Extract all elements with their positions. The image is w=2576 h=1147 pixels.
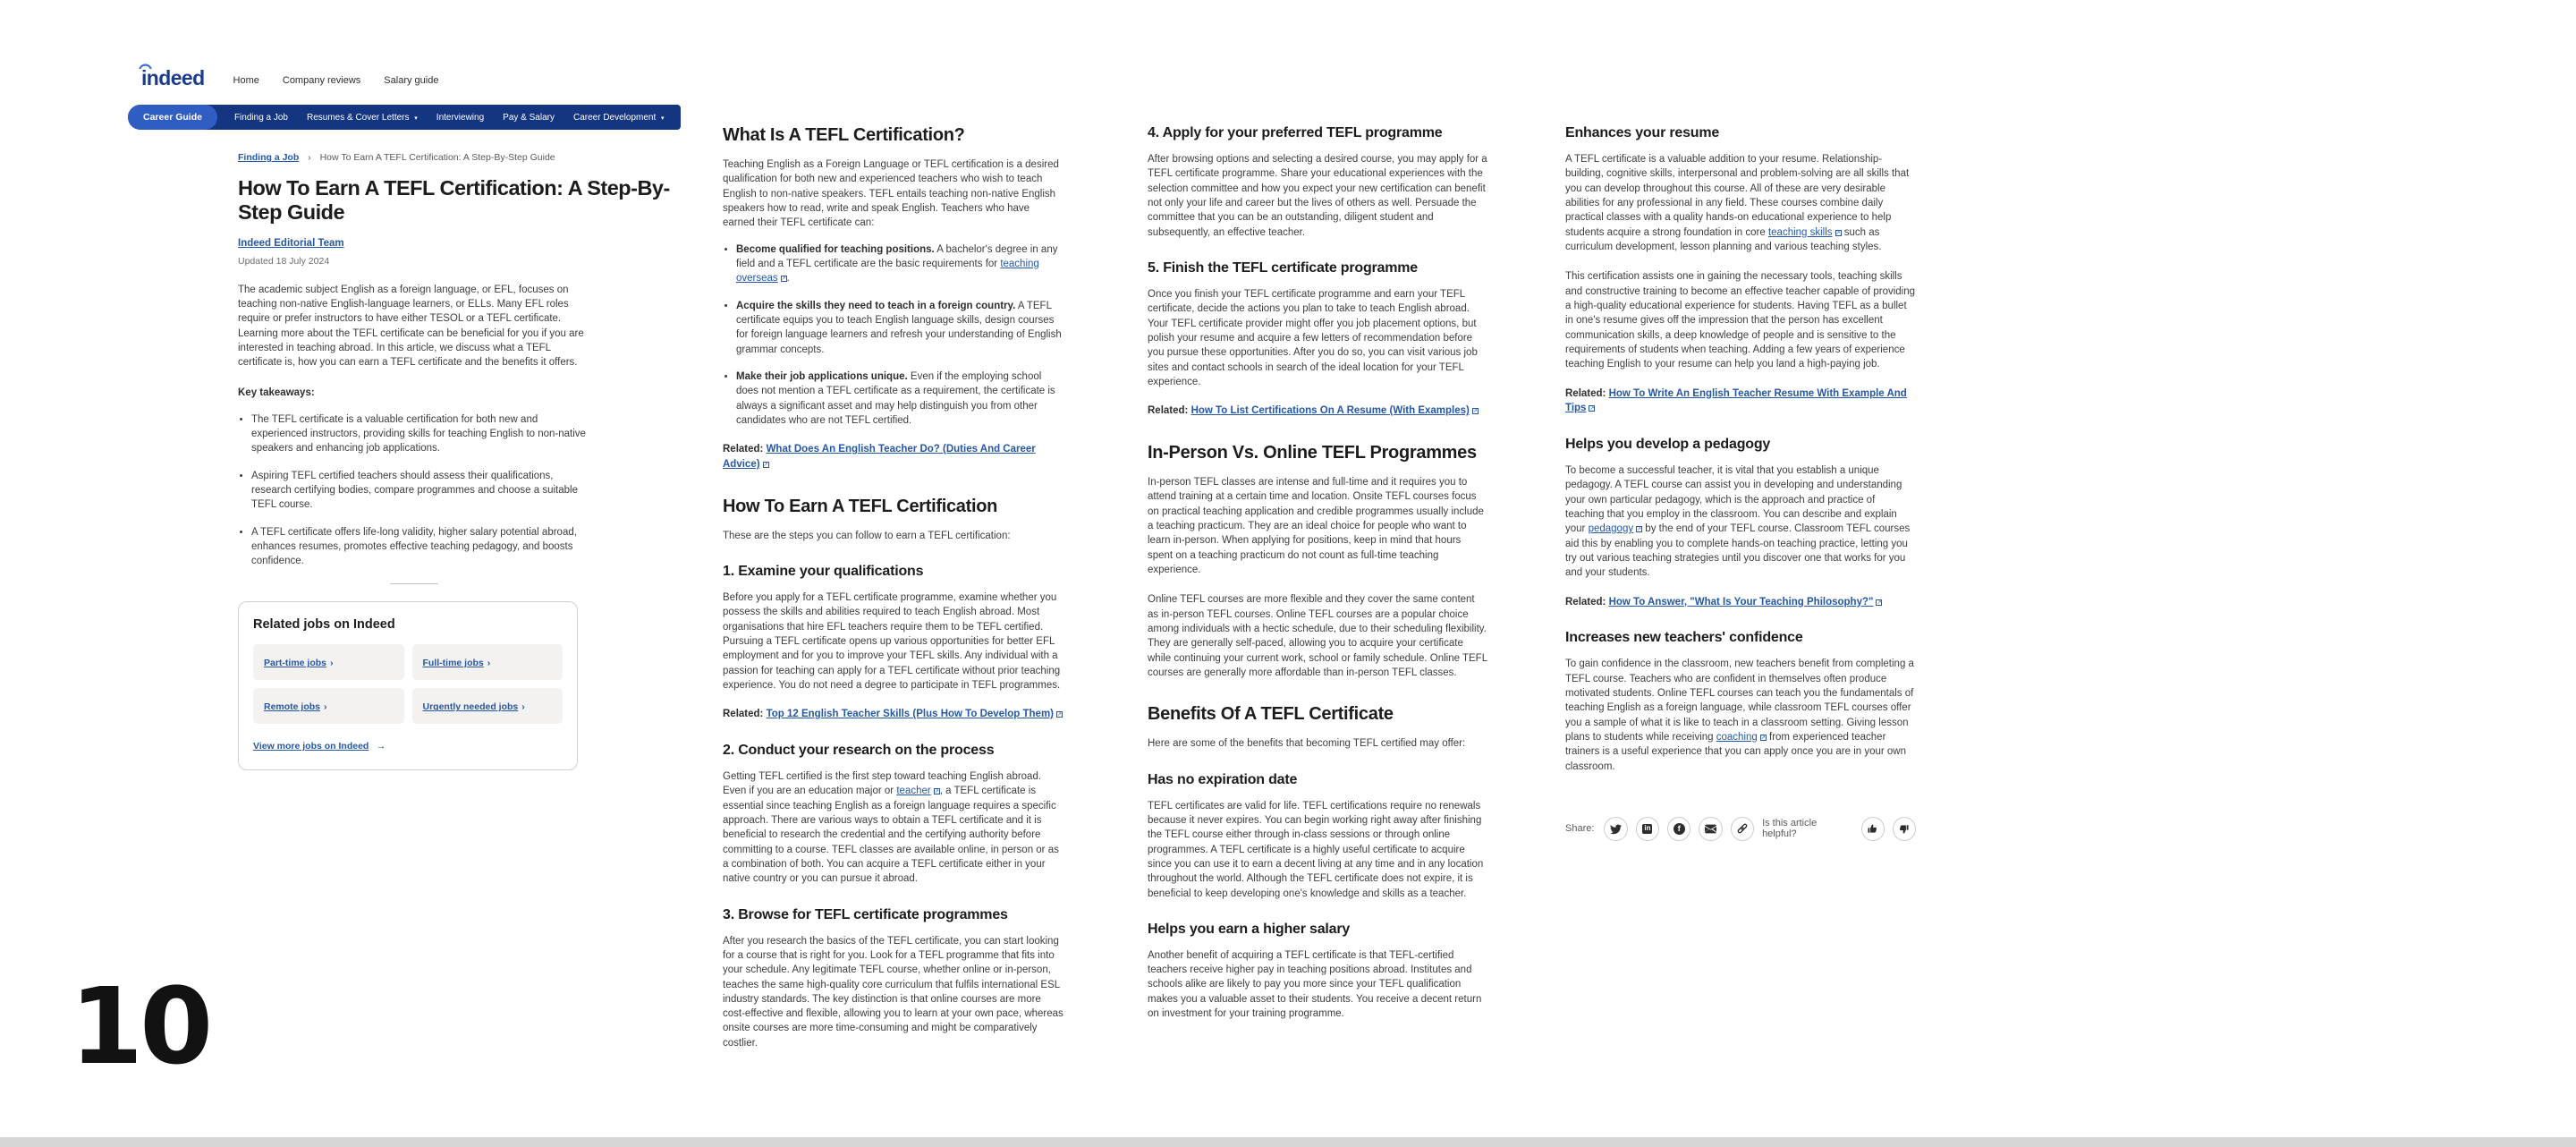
external-link-icon: ↗	[1057, 712, 1063, 718]
step-paragraph: Once you finish your TEFL certificate programme and earn your TEFL certificate, decide the actions you plan to take to teach English abroad. Your TEFL certificate provider might offer you job placement options, but polish your resume and acquire a few letters of recommendation before you pursue these opportunities. After you do so, you can visit various job sites and contact schools in search of the ideal location for your TEFL experience.	[1148, 288, 1478, 387]
related-jobs-title: Related jobs on Indeed	[253, 617, 395, 633]
benefit-heading: Increases new teachers' confidence	[1565, 630, 1803, 646]
related-article-link[interactable]: Top 12 English Teacher Skills (Plus How To Develop Them)	[766, 709, 1054, 720]
step-heading: 3. Browse for TEFL certificate programmes	[723, 906, 1008, 922]
thumbs-down-button[interactable]	[1893, 817, 1916, 841]
breadcrumb-current: How To Earn A TEFL Certification: A Step-By-Step Guide	[319, 152, 555, 163]
step-heading: 5. Finish the TEFL certificate programme	[1148, 259, 1419, 276]
external-link-icon: ↗	[1589, 406, 1595, 412]
column-2	[723, 125, 1064, 1062]
benefit-paragraph: A TEFL certificate is a valuable addition to your resume. Relationship-building, cognitive skills, interpersonal and problem-solving are all skills that you can develop throughout this course. All of these are very desirable abilities for any professional in any field. These courses combine daily practical classes with a quality hands-on educational experience to help students acquire a strong foundation in core teaching skills ↗ such as curriculum development, lesson planning and various teaching styles.	[1565, 154, 1910, 252]
list-item: • Become qualified for teaching positions. A bachelor's degree in any field and a TEFL certificate are the basic requirements for teaching overseas ↗.	[736, 242, 1064, 286]
key-takeaways-list	[238, 412, 590, 569]
email-icon	[1705, 823, 1716, 835]
linkedin-icon: in	[1644, 824, 1651, 833]
logo-text: indeed	[141, 66, 205, 89]
tab-career-development[interactable]: Career Development ▾	[572, 112, 665, 123]
pedagogy-link[interactable]: pedagogy	[1588, 523, 1634, 535]
arrow-right-icon: →	[376, 741, 386, 752]
section-divider	[390, 583, 438, 584]
step-heading: 2. Conduct your research on the process	[723, 742, 995, 758]
tab-finding-a-job[interactable]: Finding a Job	[233, 112, 288, 123]
external-link-icon: ↗	[1472, 409, 1478, 415]
tab-resumes-cover-letters[interactable]: Resumes & Cover Letters ▾	[307, 112, 418, 123]
twitter-icon	[1610, 823, 1622, 835]
bottom-bar	[0, 1137, 2576, 1147]
section-paragraph: Here are some of the benefits that becoming TEFL certified may offer:	[1148, 738, 1466, 750]
external-link-icon: ↗	[1877, 599, 1882, 606]
page-number: 10	[70, 964, 210, 1088]
indeed-logo[interactable]	[141, 68, 205, 89]
career-bar-links	[234, 113, 665, 123]
section-heading: How To Earn A TEFL Certification	[723, 496, 998, 516]
updated-date: Updated 18 July 2024	[238, 255, 330, 267]
related-line: Related: What Does An English Teacher Do? (Duties And Career Advice) ↗	[723, 444, 1036, 470]
helpful-label: Is this article helpful?	[1762, 818, 1818, 840]
section-paragraph: Teaching English as a Foreign Language or TEFL certification is a desired qualification for both new and experienced teachers who wish to teach English to non-native speakers. TEFL entails teaching non-native English speakers how to read, write and speak English. Teachers who have earned their TEFL certificate can:	[723, 159, 1059, 229]
top-header	[141, 68, 438, 89]
list-item: • Acquire the skills they need to teach in a foreign country. A TEFL certificate equips you to teach English language skills, design courses for foreign language learners and refresh your understanding of English grammar concepts.	[736, 299, 1064, 357]
share-row	[1565, 817, 1916, 841]
section-heading: Benefits Of A TEFL Certificate	[1148, 704, 1394, 725]
step-paragraph: After you research the basics of the TEFL certificate, you can start looking for a course that is right for you. Look for a TEFL programme that fits into your schedule. Any legitimate TEFL course, whether online or in-person, teaches the same high-quality core curriculum that fulfils international ESL industry standards. The key distinction is that online courses are more cost-effective and flexible, allowing you to learn at your own pace, whereas onsite courses are more time-consuming and might be comparatively costlier.	[723, 935, 1063, 1049]
chevron-down-icon: ▾	[414, 115, 418, 122]
breadcrumb	[238, 152, 555, 163]
external-link-icon: ↗	[934, 789, 939, 795]
key-takeaways-label: Key takeaways:	[238, 387, 315, 398]
facebook-icon: f	[1674, 823, 1685, 835]
benefit-heading: Has no expiration date	[1148, 771, 1298, 787]
section-heading: In-Person Vs. Online TEFL Programmes	[1148, 442, 1477, 463]
thumbs-up-icon	[1867, 823, 1878, 835]
chevron-down-icon: ▾	[661, 115, 665, 122]
tab-career-guide[interactable]: Career Guide	[128, 105, 217, 130]
share-label: Share:	[1565, 823, 1595, 835]
view-more-jobs	[253, 737, 563, 753]
job-link-part-time[interactable]: Part-time jobs ›	[253, 644, 404, 680]
related-line: Related: How To Write An English Teacher Resume With Example And Tips ↗	[1565, 387, 1907, 414]
teacher-link[interactable]: teacher	[896, 786, 931, 797]
list-item: • A TEFL certificate offers life-long validity, higher salary potential abroad, enhances resumes, promotes effective teaching pedagogy, and boosts confidence.	[251, 525, 590, 569]
related-line: Related: How To Answer, "What Is Your Teaching Philosophy?" ↗	[1565, 596, 1882, 607]
logo-arc-icon	[139, 62, 152, 69]
chevron-right-icon: ›	[521, 701, 525, 713]
section-paragraph: These are the steps you can follow to earn a TEFL certification:	[723, 530, 1011, 541]
benefit-heading: Helps you earn a higher salary	[1148, 921, 1351, 937]
intro-paragraph: The academic subject English as a foreign language, or EFL, focuses on teaching non-native English-language learners, or ELLs. Many EFL roles require or prefer instructors to have either TESOL or a TEFL certificate. Learning more about the TEFL certificate can be beneficial for you if you are interested in teaching abroad. In this article, we discuss what a TEFL certificate is, how you can earn a TEFL certificate and the benefits it offers.	[238, 284, 584, 369]
external-link-icon: ↗	[1835, 230, 1841, 236]
column-intro	[238, 176, 670, 770]
section-heading: What Is A TEFL Certification?	[723, 125, 965, 145]
author-link[interactable]: Indeed Editorial Team	[238, 237, 344, 249]
column-3	[1148, 125, 1487, 1032]
column-4	[1565, 125, 1916, 841]
external-link-icon: ↗	[763, 462, 768, 468]
thumbs-down-icon	[1898, 823, 1910, 835]
share-email-button[interactable]	[1699, 817, 1722, 841]
list-item: • Make their job applications unique. Even if the employing school does not mention a TEFL certificate as a requirement, the certificate is always a significant asset and may help distinguish you from other candidates who are not TEFL certified.	[736, 370, 1064, 428]
breadcrumb-separator: ›	[308, 152, 311, 163]
benefit-paragraph: This certification assists one in gaining the necessary tools, teaching skills and constructive training to become an effective teacher capable of providing a high-quality educational experience for students. Having TEFL as a bullet in one's resume gives off the impression that the person has excellent communication skills, a deep knowledge of people and is sensitive to the requirements of students when teaching. Adding a few years of experience teaching English to your resume can help you land a high-paying job.	[1565, 271, 1916, 370]
career-guide-bar	[128, 105, 681, 130]
nav-company-reviews[interactable]: Company reviews	[282, 74, 361, 86]
benefit-paragraph: To gain confidence in the classroom, new teachers benefit from completing a TEFL course. Teachers who are confident in themselves often produce motivated students. Online TEFL courses can teach you the fundamentals of teaching English as a foreign language, while classroom TEFL courses offer you a sample of what it is like to teach in a classroom setting. Giving lesson plans to students while receiving coaching ↗ from experienced teacher trainers is a useful experience that you can apply once you are in your own classroom.	[1565, 658, 1914, 772]
tab-pay-salary[interactable]: Pay & Salary	[503, 112, 555, 123]
benefit-heading: Enhances your resume	[1565, 125, 1720, 140]
benefit-paragraph: TEFL certificates are valid for life. TEFL certifications require no renewals because it never expires. You can begin working right away after finishing the TEFL course either through in-class sessions or through online programmes. A TEFL certificate is a highly useful certificate to acquire since you can use it to earn a decent living at any time and in any location throughout the world. Although the TEFL certificate does not expire, it is beneficial to keep developing one's knowledge and skills as a teacher.	[1148, 800, 1484, 899]
teaching-overseas-link[interactable]: teaching overseas	[736, 258, 1039, 285]
related-article-link[interactable]: How To List Certifications On A Resume (With Examples)	[1191, 405, 1470, 417]
related-article-link[interactable]: How To Answer, "What Is Your Teaching Philosophy?"	[1608, 596, 1874, 607]
section-paragraph: Online TEFL courses are more flexible and they cover the same content as in-person TEFL courses. Online TEFL courses are a popular choice among individuals with a hectic schedule, due to their scheduling flexibility. They are generally self-paced, allowing you to acquire your certificate while continuing your current work, school or family schedule. Online TEFL courses are generally more affordable than in-person TEFL classes.	[1148, 594, 1487, 678]
job-link-remote[interactable]: Remote jobs ›	[253, 688, 404, 724]
thumbs-up-button[interactable]	[1861, 817, 1885, 841]
list-item: • Aspiring TEFL certified teachers should assess their qualifications, research certifying bodies, compare programmes and choose a suitable TEFL course.	[251, 469, 590, 513]
view-more-jobs-link[interactable]: View more jobs on Indeed	[253, 741, 369, 752]
share-twitter-button[interactable]	[1604, 817, 1627, 841]
related-line: Related: How To List Certifications On A Resume (With Examples) ↗	[1148, 405, 1478, 417]
external-link-icon: ↗	[1760, 735, 1766, 741]
benefit-paragraph: Another benefit of acquiring a TEFL certificate is that TEFL-certified teachers receive higher pay in teaching positions abroad. Institutes and schools alike are likely to pay you more since your TEFL qualification makes you a valuable asset to their students. You receive a decent return on investment for your training programme.	[1148, 949, 1482, 1020]
step-heading: 4. Apply for your preferred TEFL programme	[1148, 125, 1443, 140]
page-title: How To Earn A TEFL Certification: A Step-By-Step Guide	[238, 176, 670, 224]
job-link-full-time[interactable]: Full-time jobs ›	[412, 644, 564, 680]
chevron-right-icon: ›	[324, 701, 327, 713]
step-paragraph: Getting TEFL certified is the first step toward teaching English abroad. Even if you are an education major or teacher ↗, a TEFL certificate is essential since teaching English as a foreign language requires a specific approach. There are various ways to obtain a TEFL certificate and it is beneficial to research the credential and the certifying authority before committing to a course. TEFL classes are available online, in person or as a combination of both. You can acquire a TEFL certificate either in your native country or you can pursue it abroad.	[723, 770, 1059, 885]
benefit-paragraph: To become a successful teacher, it is vital that you establish a unique pedagogy. A TEFL course can assist you in developing and understanding your own particular pedagogy, which is the approach and practice of teaching that you employ in the classroom. You can describe and explain your pedagogy ↗ by the end of your TEFL course. Classroom TEFL courses aid this by enabling you to complete hands-on teaching practice, letting you try out various teaching strategies until you discover one that works for you and your students.	[1565, 464, 1911, 579]
coaching-link[interactable]: coaching	[1716, 731, 1758, 743]
top-nav-links	[233, 75, 439, 86]
list-item: • The TEFL certificate is a valuable certification for both new and experienced instructors, providing skills for teaching English to non-native speakers and enhancing job applications.	[251, 412, 590, 456]
related-article-link[interactable]: How To Write An English Teacher Resume With Example And Tips	[1565, 387, 1907, 414]
benefit-heading: Helps you develop a pedagogy	[1565, 436, 1771, 452]
share-facebook-button[interactable]	[1667, 817, 1690, 841]
section-paragraph: In-person TEFL classes are intense and full-time and it requires you to attend training at a certain time and location. Onsite TEFL courses focus on practical teaching application and credible programmes usually include a teaching practicum. They are an ideal choice for people who want to learn in-person. When applying for positions, keep in mind that hours spent on a teaching practicum do not count as full-time teaching experience.	[1148, 476, 1484, 575]
related-jobs-grid	[253, 644, 563, 724]
step-heading: 1. Examine your qualifications	[723, 563, 924, 579]
chevron-right-icon: ›	[487, 658, 491, 669]
breadcrumb-finding-a-job[interactable]: Finding a Job	[238, 152, 300, 163]
external-link-icon: ↗	[1637, 527, 1642, 533]
chevron-right-icon: ›	[330, 658, 334, 669]
bullet-list	[723, 242, 1064, 429]
step-paragraph: After browsing options and selecting a desired course, you may apply for a TEFL certificate programme. Share your educational experiences with the selection committee and how you expect your new certification can benefit not only your life and career but the lives of others as well. Persuade the committee that you can be an outstanding, diligent student and subsequently, an effective teacher.	[1148, 154, 1487, 238]
related-article-link[interactable]: What Does An English Teacher Do? (Duties And Career Advice)	[723, 444, 1036, 470]
related-line: Related: Top 12 English Teacher Skills (Plus How To Develop Them) ↗	[723, 709, 1063, 720]
external-link-icon: ↗	[781, 276, 786, 283]
related-jobs-card	[238, 601, 578, 770]
nav-salary-guide[interactable]: Salary guide	[384, 74, 439, 86]
link-icon	[1736, 822, 1749, 835]
teaching-skills-link[interactable]: teaching skills	[1767, 226, 1833, 238]
job-link-urgent[interactable]: Urgently needed jobs ›	[412, 688, 564, 724]
helpful-group	[1762, 817, 1916, 841]
tab-interviewing[interactable]: Interviewing	[436, 112, 485, 123]
nav-home[interactable]: Home	[233, 74, 259, 86]
share-linkedin-button[interactable]	[1636, 817, 1659, 841]
step-paragraph: Before you apply for a TEFL certificate programme, examine whether you possess the skills and abilities required to teach English abroad. Most organisations that hire EFL teachers require them to be TEFL certified. Pursuing a TEFL certificate opens up various opportunities for better EFL employment and for you to improve your TEFL skills. Any individual with a passion for teaching can apply for a TEFL certificate without prior teaching experience. You do not need a degree to participate in TEFL programmes.	[723, 591, 1061, 691]
share-copy-link-button[interactable]	[1731, 817, 1754, 841]
